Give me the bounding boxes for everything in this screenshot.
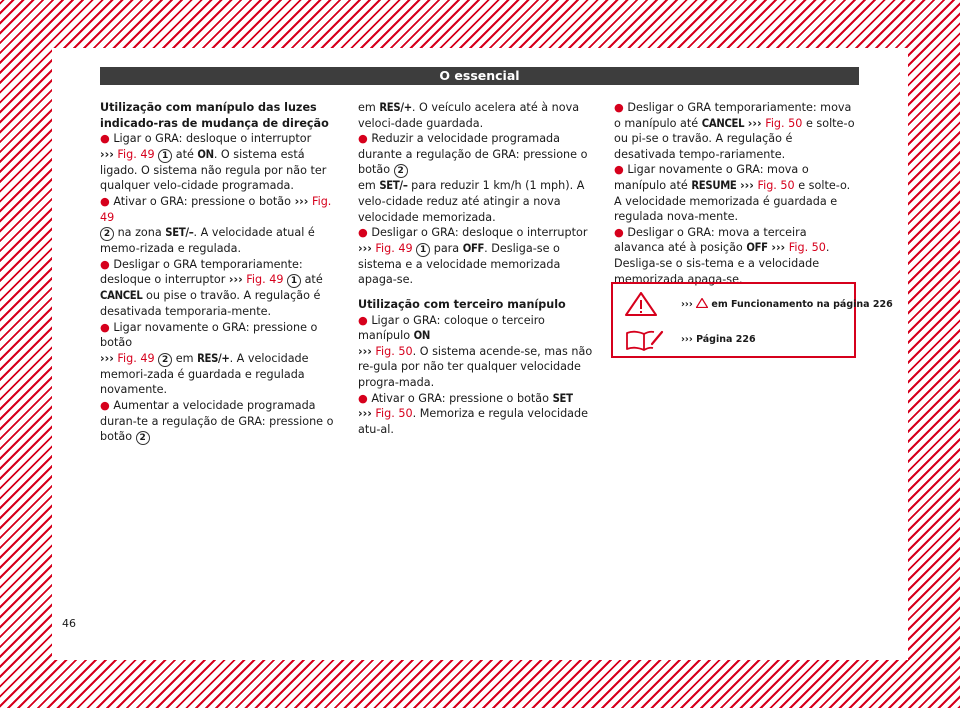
bullet-icon: ●	[100, 194, 110, 208]
list-item: ● Ligar novamente o GRA: mova o manípulo até RESUME ››› Fig. 50 e solte-o. A velocidade memorizada é guardada e regulada nova-mente.	[614, 163, 851, 224]
list-item: ● Ligar o GRA: desloque o interruptor ››› Fig. 49 1 até ON. O sistema está ligado. O sistema não regula por não ter qualquer velo-cidade programada.	[100, 132, 327, 193]
warning-note[interactable]	[613, 290, 893, 320]
arrows-icon: ›››	[100, 147, 114, 161]
list-item: ● Ativar o GRA: pressione o botão ››› Fig. 49 2 na zona SET/–. A velocidade atual é memo-rizada e regulada.	[100, 194, 332, 256]
column-2	[358, 100, 600, 437]
control-label: CANCEL	[701, 116, 745, 130]
callout-number: 1	[158, 149, 172, 163]
fig-link[interactable]: Fig. 49	[117, 351, 155, 365]
warning-triangle-icon	[625, 292, 657, 316]
fig-link[interactable]: Fig. 50	[375, 344, 413, 358]
bullet-icon: ●	[358, 391, 368, 405]
warning-link-text: em Funcionamento na página 226	[711, 299, 893, 310]
arrows-icon: ›››	[358, 344, 372, 358]
arrows-icon: ›››	[740, 178, 754, 192]
control-label: SET/–	[165, 226, 194, 240]
callout-number: 1	[416, 243, 430, 257]
control-label: SET/–	[379, 179, 408, 193]
control-label: ON	[197, 147, 214, 161]
arrows-icon: ›››	[358, 407, 372, 421]
control-label: CANCEL	[100, 289, 143, 303]
fig-link[interactable]: Fig. 49	[100, 194, 332, 224]
arrows-icon: ›››	[294, 194, 309, 208]
book-link-text: Página 226	[696, 334, 756, 345]
section-header: O essencial	[100, 67, 859, 85]
fig-link[interactable]: Fig. 49	[375, 241, 413, 255]
warning-small-icon	[696, 298, 708, 308]
list-item: ● Aumentar a velocidade programada duran-te a regulação de GRA: pressione o botão 2	[100, 398, 334, 444]
list-item: ● Ligar o GRA: coloque o terceiro manípulo ON ››› Fig. 50. O sistema acende-se, mas não re-gula por não ter qualquer velocidade progra-mada.	[358, 313, 593, 389]
list-item: ● Reduzir a velocidade programada durante a regulação de GRA: pressione o botão 2 em SET/– para reduzir 1 km/h (1 mph). A velo-cidade reduz até atingir a nova velocidade memorizada.	[358, 132, 588, 224]
bullet-icon: ●	[614, 163, 624, 177]
callout-number: 2	[158, 353, 172, 367]
list-item: ● Desligar o GRA temporariamente: mova o manípulo até CANCEL ››› Fig. 50 e solte-o ou pi-se o travão. A regulação é desativada tempo-rariamente.	[614, 101, 855, 161]
list-item-continued: em RES/+. O veículo acelera até à nova veloci-dade guardada.	[358, 101, 580, 130]
bullet-icon: ●	[614, 101, 624, 114]
column-3	[614, 100, 856, 287]
fig-link[interactable]: Fig. 49	[117, 147, 155, 161]
arrows-icon: ›››	[681, 334, 693, 345]
arrows-icon: ›››	[771, 241, 786, 255]
arrows-icon: ›››	[100, 351, 114, 365]
control-label: OFF	[746, 241, 768, 255]
fig-link[interactable]: Fig. 50	[757, 178, 795, 192]
bullet-icon: ●	[358, 313, 368, 327]
list-item: ● Desligar o GRA temporariamente: desloque o interruptor ››› Fig. 49 1 até CANCEL ou pise o travão. A regulação é desativada temporaria-mente.	[100, 257, 323, 318]
callout-number: 2	[136, 431, 150, 445]
list-item: ● Ligar novamente o GRA: pressione o botão ››› Fig. 49 2 em RES/+. A velocidade memori-zada é guardada e regulada novamente.	[100, 320, 318, 397]
arrows-icon: ›››	[228, 273, 243, 287]
control-label: RES/+	[379, 101, 412, 114]
page-number: 46	[62, 617, 76, 630]
callout-number: 2	[394, 164, 408, 178]
control-label: ON	[413, 329, 431, 343]
control-label: RESUME	[691, 178, 737, 192]
bullet-icon: ●	[100, 398, 110, 412]
fig-link[interactable]: Fig. 49	[246, 273, 284, 287]
book-note[interactable]	[613, 326, 854, 356]
note-box	[611, 282, 893, 358]
section-heading: Utilização com manípulo das luzes indicado-ras de mudança de direção	[100, 101, 329, 130]
fig-link[interactable]: Fig. 50	[375, 407, 413, 421]
bullet-icon: ●	[358, 132, 368, 146]
bullet-icon: ●	[100, 257, 110, 271]
list-item: ● Desligar o GRA: mova a terceira alavanca até à posição OFF ››› Fig. 50. Desliga-se o sis-tema e a velocidade memorizada apaga-se.	[614, 225, 830, 286]
callout-number: 1	[287, 274, 301, 288]
arrows-icon: ›››	[681, 299, 693, 310]
control-label: SET	[552, 391, 573, 405]
column-1	[100, 100, 342, 445]
arrows-icon: ›››	[747, 116, 762, 130]
list-item: ● Desligar o GRA: desloque o interruptor ››› Fig. 49 1 para OFF. Desliga-se o sistema e a velocidade memorizada apaga-se.	[358, 226, 588, 287]
arrows-icon: ›››	[358, 241, 372, 255]
bullet-icon: ●	[358, 226, 368, 240]
bullet-icon: ●	[100, 320, 110, 334]
fig-link[interactable]: Fig. 50	[788, 241, 826, 255]
section-heading: Utilização com terceiro manípulo	[358, 297, 566, 311]
bullet-icon: ●	[100, 132, 110, 146]
control-label: OFF	[462, 241, 485, 255]
fig-link[interactable]: Fig. 50	[765, 116, 803, 130]
book-icon	[625, 328, 665, 352]
callout-number: 2	[100, 227, 114, 241]
bullet-icon: ●	[614, 225, 624, 239]
control-label: RES/+	[197, 351, 230, 365]
list-item: ● Ativar o GRA: pressione o botão SET ››› Fig. 50. Memoriza e regula velocidade atu-al.	[358, 391, 589, 436]
